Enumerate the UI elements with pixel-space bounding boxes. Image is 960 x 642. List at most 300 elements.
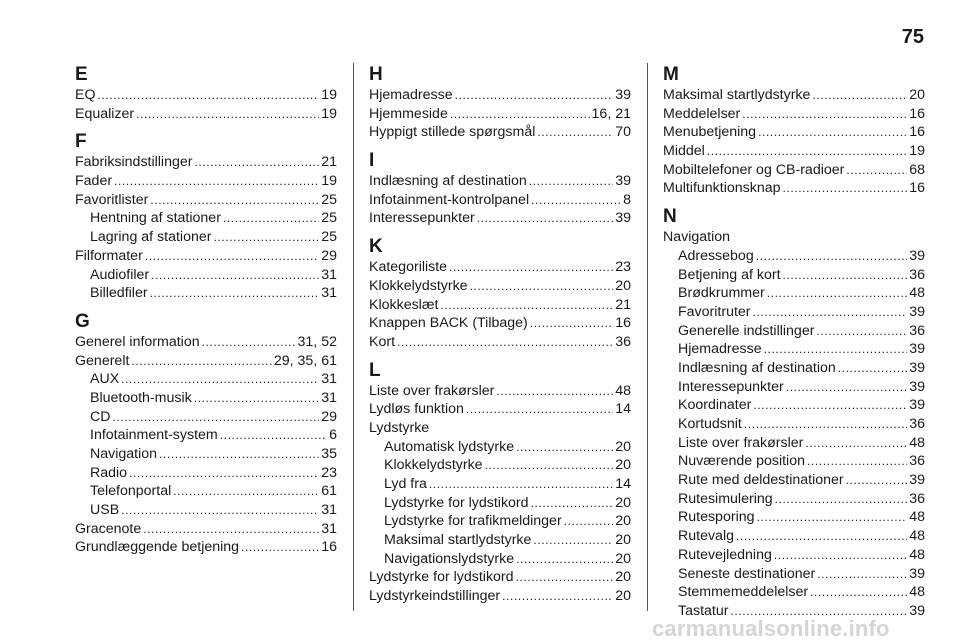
dot-leader	[742, 105, 907, 124]
index-entry	[369, 314, 631, 333]
entry-text: Indlæsning af destination	[369, 173, 527, 190]
entry-text: Hjemadresse	[369, 87, 453, 103]
entry-page: 20	[615, 457, 631, 474]
entry-page: 29	[321, 247, 337, 264]
entry-text: Menubetjening	[663, 124, 757, 141]
entry-page: 19	[321, 105, 337, 122]
index-entry	[369, 209, 631, 228]
index-entry	[75, 538, 337, 557]
entry-text: Meddelelser	[663, 105, 741, 122]
entry-page: 25	[321, 210, 337, 227]
column-divider	[353, 63, 354, 611]
index-entry	[663, 161, 925, 180]
dot-leader	[846, 161, 907, 180]
entry-page: 39	[615, 87, 631, 103]
index-section	[75, 64, 337, 123]
dot-leader	[449, 258, 613, 277]
entry-text: Automatisk lydstyrke	[384, 438, 515, 455]
index-subentry	[663, 266, 925, 285]
index-subentry	[75, 370, 337, 389]
entry-text: Rute med deldestinationer	[678, 472, 844, 489]
entry-text: Klokkelydstyrke	[384, 457, 483, 474]
dot-leader	[774, 546, 907, 565]
index-subentry	[75, 284, 337, 303]
section-letter: H	[369, 64, 383, 85]
entry-page: 29	[321, 408, 337, 425]
section-letter: I	[369, 150, 375, 172]
entry-page: 20	[615, 494, 631, 511]
entry-page: 39	[909, 602, 925, 619]
index-subentry	[75, 464, 337, 483]
entry-page: 6	[329, 427, 337, 444]
entry-page: 39	[909, 472, 925, 489]
entry-text: Kortudsnit	[678, 416, 742, 432]
entry-text: Billedfiler	[90, 285, 148, 302]
entry-page: 36	[615, 333, 631, 350]
dot-leader	[807, 452, 907, 471]
dot-leader	[516, 438, 613, 457]
dot-leader	[121, 501, 319, 520]
entry-page: 48	[909, 434, 925, 451]
index-subentry	[663, 527, 925, 546]
entry-text: Generelle indstillinger	[678, 322, 815, 339]
entry-text: Generel information	[75, 333, 200, 350]
index-entry	[369, 105, 631, 124]
dot-leader	[775, 490, 908, 509]
entry-text: Navigation	[663, 229, 731, 246]
dot-leader	[470, 277, 614, 296]
index-section	[369, 236, 631, 351]
entry-text: Interessepunkter	[369, 210, 475, 227]
entry-page: 16	[909, 124, 925, 141]
index-subentry	[75, 209, 337, 228]
dot-leader	[455, 86, 614, 105]
entry-page: 21	[321, 154, 337, 171]
entry-text: Grundlæggende betjening	[75, 539, 240, 556]
entry-page: 36	[909, 490, 925, 507]
dot-leader	[564, 512, 614, 531]
entry-page: 70	[615, 124, 631, 141]
entry-text: Kategoriliste	[369, 259, 448, 276]
dot-leader	[159, 445, 319, 464]
page-number: 75	[901, 26, 924, 48]
dot-leader	[529, 172, 613, 191]
entry-text: Lagring af stationer	[90, 229, 212, 246]
entry-page: 48	[909, 509, 925, 526]
section-letter: L	[369, 359, 381, 381]
index-entry	[369, 277, 631, 296]
column-divider	[647, 63, 648, 611]
entry-text: Navigation	[90, 446, 158, 462]
index-column-3	[663, 64, 925, 629]
entry-page: 31	[321, 371, 337, 388]
entry-text: Lydstyrke for lydstikord	[369, 569, 514, 586]
index-subentry	[663, 490, 925, 509]
entry-text: Rutevalg	[678, 528, 734, 545]
dot-leader	[220, 426, 327, 445]
dot-leader	[202, 333, 296, 352]
index-column-2	[369, 64, 631, 614]
index-entry	[663, 105, 925, 124]
dot-leader	[113, 408, 320, 427]
dot-leader	[485, 456, 614, 475]
entry-text: Audiofiler	[90, 266, 150, 283]
entry-text: Lydstyrkeindstillinger	[369, 588, 501, 605]
section-letter: K	[369, 236, 383, 258]
entry-text: Mobiltelefoner og CB-radioer	[663, 161, 845, 178]
entry-page: 21	[615, 296, 631, 313]
entry-text: Rutevejledning	[678, 546, 772, 563]
entry-text: Hjemadresse	[678, 341, 762, 358]
entry-text: Favoritruter	[678, 303, 751, 320]
entry-page: 39	[615, 210, 631, 227]
index-subentry	[663, 359, 925, 378]
entry-text: Koordinater	[678, 397, 752, 414]
index-entry	[369, 296, 631, 315]
index-entry	[369, 333, 631, 352]
entry-text: CD	[90, 408, 111, 425]
entry-page: 20	[615, 513, 631, 530]
entry-page: 20	[615, 588, 631, 605]
entry-page: 39	[909, 359, 925, 376]
entry-text: Hjemmeside	[369, 105, 448, 122]
section-letter: F	[75, 131, 87, 153]
index-entry	[663, 86, 925, 105]
section-letter: M	[663, 64, 679, 85]
index-entry	[75, 247, 337, 266]
dot-leader	[786, 378, 908, 397]
dot-leader	[531, 191, 621, 210]
dot-leader	[241, 538, 319, 557]
index-entry	[369, 382, 631, 401]
entry-text: Lydstyrke	[369, 419, 430, 436]
entry-page: 20	[909, 87, 925, 103]
entry-text: Maksimal startlydstyrke	[663, 87, 811, 103]
index-subentry	[663, 247, 925, 266]
entry-text: Betjening af kort	[678, 266, 781, 283]
index-subentry	[75, 408, 337, 427]
index-subentry	[663, 284, 925, 303]
entry-page: 14	[615, 476, 631, 492]
entry-page: 19	[909, 143, 925, 160]
entry-page: 16	[615, 315, 631, 332]
dot-leader	[753, 303, 908, 322]
section-letter: N	[663, 206, 677, 228]
dot-leader	[466, 400, 613, 419]
entry-page: 8	[623, 191, 631, 208]
dot-leader	[121, 370, 319, 389]
dot-leader	[213, 228, 319, 247]
dot-leader	[753, 396, 907, 415]
entry-text: EQ	[75, 87, 96, 103]
entry-text: Seneste destinationer	[678, 565, 816, 582]
index-subentry	[75, 266, 337, 285]
entry-text: Nuværende position	[678, 453, 805, 470]
entry-text: Multifunktionsknap	[663, 180, 781, 197]
entry-text: Interessepunkter	[678, 378, 784, 395]
dot-leader	[496, 382, 613, 401]
index-entry	[75, 333, 337, 352]
dot-leader	[757, 508, 908, 527]
index-entry	[369, 123, 631, 142]
index-subentry	[663, 322, 925, 341]
entry-page: 31	[321, 520, 337, 537]
index-subentry	[663, 565, 925, 584]
dot-leader	[440, 296, 613, 315]
index-subentry	[75, 426, 337, 445]
entry-page: 25	[321, 229, 337, 246]
dot-leader	[502, 587, 613, 606]
entry-page: 31	[321, 389, 337, 406]
entry-text: Fader	[75, 173, 113, 190]
dot-leader	[98, 86, 320, 105]
index-subentry	[75, 482, 337, 501]
index-subentry	[369, 494, 631, 513]
entry-page: 61	[321, 483, 337, 500]
watermark: carmanualsonline.info	[652, 616, 890, 641]
entry-text: Stemmemeddelelser	[678, 584, 809, 601]
index-subentry	[369, 456, 631, 475]
entry-page: 35	[321, 446, 337, 462]
index-entry	[369, 191, 631, 210]
index-subentry	[75, 228, 337, 247]
index-subentry	[75, 501, 337, 520]
dot-leader	[838, 359, 907, 378]
dot-leader	[223, 209, 319, 228]
entry-text: Lyd fra	[384, 476, 427, 492]
index-subentry	[663, 471, 925, 490]
entry-page: 14	[615, 401, 631, 418]
index-subentry	[663, 546, 925, 565]
index-entry	[663, 142, 925, 161]
entry-text: Lydstyrke for lydstikord	[384, 494, 529, 511]
index-subentry	[369, 550, 631, 569]
entry-text: Kort	[369, 333, 396, 350]
index-subentry	[663, 583, 925, 602]
entry-text: Rutesimulering	[678, 490, 773, 507]
entry-page: 31	[321, 285, 337, 302]
index-section	[369, 360, 631, 606]
entry-text: Maksimal startlydstyrke	[384, 532, 532, 549]
dot-leader	[173, 482, 319, 501]
section-letter: G	[75, 310, 90, 332]
entry-text: Tastatur	[678, 602, 729, 619]
dot-leader	[537, 123, 613, 142]
entry-text: Hyppigt stillede spørgsmål	[369, 124, 536, 141]
entry-page: 39	[909, 378, 925, 395]
entry-text: Liste over frakørsler	[678, 434, 804, 451]
index-subentry	[663, 340, 925, 359]
dot-leader	[767, 284, 908, 303]
entry-text: AUX	[90, 371, 120, 388]
index-entry	[369, 419, 631, 438]
dot-leader	[756, 247, 908, 266]
entry-page: 31, 52	[297, 333, 337, 350]
index-section	[75, 131, 337, 303]
entry-page: 68	[909, 161, 925, 178]
index-subentry	[369, 475, 631, 494]
entry-text: Infotainment-kontrolpanel	[369, 191, 530, 208]
index-section	[75, 311, 337, 557]
index-entry	[75, 105, 337, 124]
entry-page: 19	[321, 87, 337, 103]
entry-text: Klokkeslæt	[369, 296, 439, 313]
entry-text: Navigationslydstyrke	[384, 550, 515, 567]
entry-text: Fabriksindstillinger	[75, 154, 193, 171]
entry-page: 20	[615, 550, 631, 567]
dot-leader	[145, 247, 319, 266]
dot-leader	[194, 389, 319, 408]
entry-page: 48	[615, 382, 631, 399]
entry-page: 31	[321, 502, 337, 519]
dot-leader	[812, 86, 907, 105]
index-entry	[369, 568, 631, 587]
entry-text: Lydløs funktion	[369, 401, 464, 418]
entry-text: Middel	[663, 143, 705, 160]
dot-leader	[131, 352, 271, 371]
entry-page: 39	[909, 565, 925, 582]
index-entry	[369, 86, 631, 105]
entry-text: Equalizer	[75, 105, 135, 122]
entry-page: 36	[909, 453, 925, 470]
index-column-1	[75, 64, 337, 565]
entry-page: 29, 35, 61	[273, 352, 337, 369]
index-subentry	[369, 531, 631, 550]
entry-page: 20	[615, 438, 631, 455]
entry-page: 20	[615, 569, 631, 586]
dot-leader	[531, 494, 614, 513]
dot-leader	[736, 527, 907, 546]
dot-leader	[150, 284, 320, 303]
index-entry	[369, 587, 631, 606]
dot-leader	[129, 464, 319, 483]
index-subentry	[663, 434, 925, 453]
section-letter: E	[75, 64, 88, 85]
entry-text: Generelt	[75, 352, 130, 369]
index-entry	[75, 191, 337, 210]
entry-page: 39	[909, 397, 925, 414]
index-subentry	[663, 508, 925, 527]
entry-page: 48	[909, 285, 925, 302]
index-section	[663, 64, 925, 198]
dot-leader	[805, 434, 907, 453]
index-entry	[369, 258, 631, 277]
index-section	[369, 64, 631, 142]
dot-leader	[516, 568, 614, 587]
entry-page: 16, 21	[591, 105, 631, 122]
entry-page: 39	[909, 303, 925, 320]
entry-text: Bluetooth-musik	[90, 389, 192, 406]
index-subentry	[369, 438, 631, 457]
entry-text: USB	[90, 502, 120, 519]
entry-text: Knappen BACK (Tilbage)	[369, 315, 528, 332]
entry-page: 48	[909, 546, 925, 563]
entry-text: Infotainment-system	[90, 427, 218, 444]
entry-page: 36	[909, 266, 925, 283]
entry-page: 16	[909, 105, 925, 122]
entry-text: Rutesporing	[678, 509, 755, 526]
dot-leader	[516, 550, 613, 569]
entry-page: 20	[615, 532, 631, 549]
dot-leader	[397, 333, 613, 352]
dot-leader	[194, 153, 319, 172]
dot-leader	[816, 322, 907, 341]
index-section	[369, 150, 631, 228]
entry-text: Indlæsning af destination	[678, 359, 836, 376]
index-entry	[75, 172, 337, 191]
dot-leader	[136, 105, 319, 124]
entry-page: 19	[321, 173, 337, 190]
entry-page: 36	[909, 416, 925, 432]
dot-leader	[450, 105, 590, 124]
entry-page: 25	[321, 191, 337, 208]
entry-page: 23	[615, 259, 631, 276]
dot-leader	[764, 340, 908, 359]
entry-page: 39	[615, 173, 631, 190]
dot-leader	[846, 471, 908, 490]
index-entry	[663, 123, 925, 142]
entry-text: Liste over frakørsler	[369, 382, 495, 399]
dot-leader	[783, 266, 908, 285]
dot-leader	[758, 123, 907, 142]
index-entry	[75, 520, 337, 539]
entry-page: 39	[909, 247, 925, 264]
entry-text: Adressebog	[678, 247, 754, 264]
dot-leader	[530, 314, 613, 333]
entry-page: 31	[321, 266, 337, 283]
index-entry	[75, 352, 337, 371]
dot-leader	[707, 142, 907, 161]
dot-leader	[114, 172, 319, 191]
index-subentry	[75, 445, 337, 464]
index-entry	[663, 179, 925, 198]
dot-leader	[477, 209, 614, 228]
entry-page: 16	[321, 539, 337, 556]
index-entry	[75, 86, 337, 105]
index-entry	[369, 172, 631, 191]
entry-page: 20	[615, 277, 631, 294]
index-subentry	[663, 415, 925, 434]
index-section	[663, 206, 925, 620]
index-entry	[663, 228, 925, 247]
entry-page: 39	[909, 341, 925, 358]
index-subentry	[663, 396, 925, 415]
index-subentry	[663, 378, 925, 397]
entry-page: 48	[909, 584, 925, 601]
dot-leader	[810, 583, 907, 602]
dot-leader	[744, 415, 907, 434]
dot-leader	[150, 191, 319, 210]
entry-text: Lydstyrke for trafikmeldinger	[384, 513, 562, 530]
dot-leader	[429, 475, 613, 494]
entry-text: Gracenote	[75, 520, 142, 537]
entry-text: Radio	[90, 464, 128, 481]
entry-page: 48	[909, 528, 925, 545]
index-subentry	[663, 303, 925, 322]
entry-page: 16	[909, 180, 925, 197]
entry-text: Filformater	[75, 247, 143, 264]
entry-text: Brødkrummer	[678, 285, 765, 302]
dot-leader	[151, 266, 319, 285]
dot-leader	[783, 179, 908, 198]
entry-page: 36	[909, 322, 925, 339]
entry-page: 23	[321, 464, 337, 481]
entry-text: Hentning af stationer	[90, 210, 221, 227]
index-entry	[369, 400, 631, 419]
index-subentry	[663, 452, 925, 471]
entry-text: Telefonportal	[90, 483, 172, 500]
dot-leader	[533, 531, 613, 550]
